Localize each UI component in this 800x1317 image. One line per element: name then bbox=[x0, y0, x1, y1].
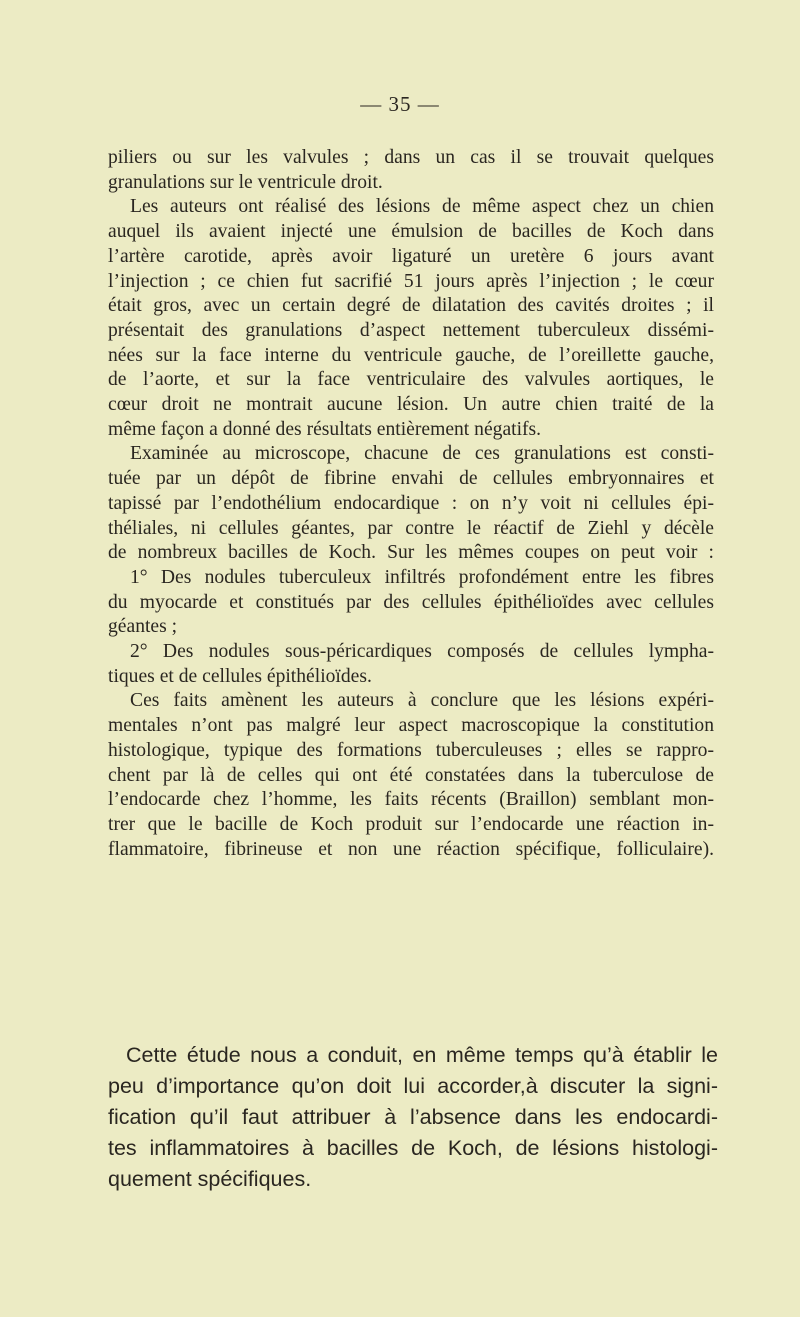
text-line: nées sur la face interne du ventricule gauche, de l’oreillette gauche, bbox=[108, 344, 714, 366]
body-text bbox=[108, 146, 714, 862]
text-line: trer que le bacille de Koch produit sur l’endocarde une réaction in- bbox=[108, 813, 714, 835]
text-line: de nombreux bacilles de Koch. Sur les mêmes coupes on peut voir : bbox=[108, 542, 714, 564]
text-line: était gros, avec un certain degré de dilatation des cavités droites ; il bbox=[108, 295, 714, 317]
conclusion-paragraph bbox=[108, 1040, 718, 1195]
text-line: flammatoire, fibrineuse et non une réaction spécifique, folliculaire). bbox=[108, 838, 714, 860]
text-line: l’endocarde chez l’homme, les faits récents (Braillon) semblant mon- bbox=[108, 789, 714, 811]
text-line: Ces faits amènent les auteurs à conclure que les lésions expéri- bbox=[130, 690, 714, 712]
text-line: chent par là de celles qui ont été constatées dans la tuberculose de bbox=[108, 764, 714, 786]
text-line: tiques et de cellules épithélioïdes. bbox=[108, 665, 372, 687]
text-line: auquel ils avaient injecté une émulsion de bacilles de Koch dans bbox=[108, 221, 714, 243]
conclusion-line: peu d’importance qu’on doit lui accorder,à discuter la signi- bbox=[108, 1074, 718, 1098]
text-line: piliers ou sur les valvules ; dans un cas il se trouvait quelques bbox=[108, 147, 714, 168]
text-line: du myocarde et constitués par des cellules épithélioïdes avec cellules bbox=[108, 591, 714, 613]
page-number: — 35 — bbox=[360, 92, 440, 116]
text-line: l’artère carotide, après avoir ligaturé un uretère 6 jours avant bbox=[108, 245, 714, 267]
text-line: mentales n’ont pas malgré leur aspect macroscopique la constitution bbox=[108, 715, 714, 737]
text-line: théliales, ni cellules géantes, par contre le réactif de Ziehl y décèle bbox=[108, 517, 714, 539]
text-line: Les auteurs ont réalisé des lésions de même aspect chez un chien bbox=[130, 196, 714, 218]
text-line: même façon a donné des résultats entièrement négatifs. bbox=[108, 418, 542, 440]
text-line: l’injection ; ce chien fut sacrifié 51 jours après l’injection ; le cœur bbox=[108, 270, 714, 292]
conclusion-line: Cette étude nous a conduit, en même temps qu’à établir le bbox=[126, 1043, 718, 1067]
text-line: de l’aorte, et sur la face ventriculaire des valvules aortiques, le bbox=[108, 369, 714, 391]
text-line: histologique, typique des formations tuberculeuses ; elles se rappro- bbox=[108, 739, 714, 761]
text-line: géantes ; bbox=[108, 616, 178, 638]
text-line: cœur droit ne montrait aucune lésion. Un autre chien traité de la bbox=[108, 394, 714, 416]
text-line: 2° Des nodules sous-péricardiques composés de cellules lympha- bbox=[130, 641, 714, 663]
conclusion-line: quement spécifiques. bbox=[108, 1167, 312, 1191]
text-line: Examinée au microscope, chacune de ces granulations est consti- bbox=[130, 443, 714, 465]
text-line: tuée par un dépôt de fibrine envahi de cellules embryonnaires et bbox=[108, 468, 714, 490]
conclusion-line: tes inflammatoires à bacilles de Koch, de lésions histologi- bbox=[108, 1136, 718, 1160]
text-line: 1° Des nodules tuberculeux infiltrés profondément entre les fibres bbox=[130, 566, 714, 588]
text-line: granulations sur le ventricule droit. bbox=[108, 171, 383, 193]
conclusion-line: fication qu’il faut attribuer à l’absence dans les endocardi- bbox=[108, 1105, 718, 1129]
text-line: tapissé par l’endothélium endocardique : on n’y voit ni cellules épi- bbox=[108, 492, 714, 514]
text-line: présentait des granulations d’aspect nettement tuberculeux dissémi- bbox=[108, 319, 714, 341]
